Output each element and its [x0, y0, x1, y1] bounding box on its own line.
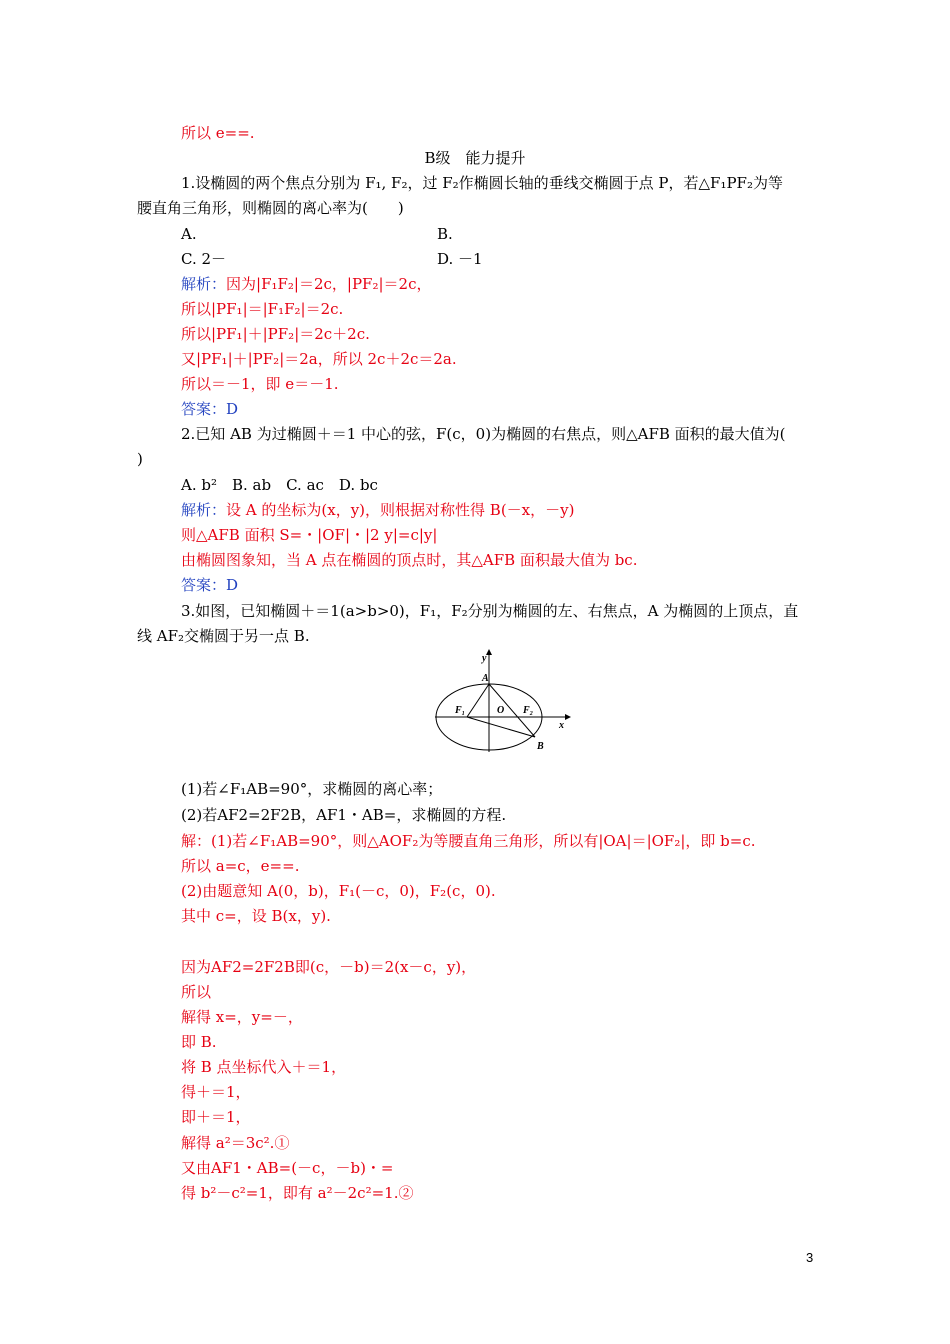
problem1-analysis-line4: 又|PF₁|＋|PF₂|＝2a，所以 2c＋2c＝2a.: [181, 350, 457, 368]
problem2-stem-line1: 2.已知 AB 为过椭圆＋＝1 中心的弦，F(c，0)为椭圆的右焦点，则△AFB 面积的最大值为(: [181, 425, 786, 443]
problem1-analysis-line1: [181, 274, 431, 294]
solution-line: 解得 x=，y=－，: [181, 1008, 303, 1026]
problem1-analysis-line3: 所以|PF₁|＋|PF₂|＝2c＋2c.: [181, 325, 370, 343]
problem3-stem-line2: 线 AF₂交椭圆于另一点 B.: [137, 627, 310, 645]
problem2-answer: 答案：D: [181, 576, 239, 594]
problem1-option-b: B.: [437, 225, 453, 243]
label-a: A: [482, 673, 489, 684]
problem1-stem-line1: 1.设椭圆的两个焦点分别为 F₁, F₂，过 F₂作椭圆长轴的垂线交椭圆于点 P，若△F₁PF₂为等: [181, 174, 783, 192]
label-y: y: [482, 653, 487, 664]
solution-line: 解：(1)若∠F₁AB=90°，则△AOF₂为等腰直角三角形，所以有|OA|＝|OF₂|，即 b=c.: [181, 832, 756, 850]
solution-line: (2)由题意知 A(0，b)，F₁(－c，0)，F₂(c，0).: [181, 882, 496, 900]
label-b: B: [537, 741, 544, 752]
page-number: 3: [806, 1250, 814, 1265]
analysis-label: 解析：: [181, 275, 227, 293]
problem1-analysis-line5: 所以＝－1，即 e＝－1.: [181, 375, 339, 393]
analysis-text: 因为|F₁F₂|＝2c，|PF₂|＝2c，: [226, 275, 432, 293]
y-axis-arrow: [486, 649, 492, 655]
problem2-analysis-line3: 由椭圆图象知，当 A 点在椭圆的顶点时，其△AFB 面积最大值为 bc.: [181, 551, 638, 569]
problem2-stem-line2: ): [137, 450, 143, 468]
problem2-analysis-line1: [181, 500, 574, 520]
solution-line: 得 b²－c²=1，即有 a²－2c²=1.②: [181, 1184, 414, 1202]
problem1-option-d: D. －1: [437, 250, 483, 268]
label-x: x: [559, 720, 564, 731]
analysis-text: 设 A 的坐标为(x，y)，则根据对称性得 B(－x，－y): [226, 501, 575, 519]
label-o: O: [497, 705, 505, 716]
segment-f1-b: [467, 717, 535, 737]
ellipse-figure: [425, 648, 575, 756]
problem3-stem-line1: 3.如图，已知椭圆＋＝1(a>b>0)，F₁，F₂分别为椭圆的左、右焦点，A 为椭圆的上顶点，直: [181, 602, 799, 620]
solution-line: 其中 c=，设 B(x，y).: [181, 907, 331, 925]
solution-line: 所以 a=c，e==.: [181, 857, 300, 875]
problem1-option-c: C. 2－: [181, 250, 227, 268]
problem2-options: A. b² B. ab C. ac D. bc: [181, 476, 378, 494]
problem3-question2: (2)若AF2=2F2B，AF1・AB=，求椭圆的方程.: [181, 806, 507, 824]
solution-line: 将 B 点坐标代入＋＝1，: [181, 1058, 347, 1076]
problem1-stem-line2: 腰直角三角形，则椭圆的离心率为( ): [137, 199, 404, 217]
solution-line: 又由AF1・AB=(－c，－b)・=: [181, 1159, 394, 1177]
solution-line: 即 B.: [181, 1033, 217, 1051]
problem2-analysis-line2: 则△AFB 面积 S=・|OF|・|2 y|=c|y|: [181, 526, 438, 544]
segment-a-f1: [467, 684, 489, 717]
solution-line: 得＋＝1，: [181, 1083, 251, 1101]
solution-line: 解得 a²＝3c².①: [181, 1134, 290, 1152]
problem1-option-a: A.: [181, 225, 197, 243]
solution-line: 即＋＝1，: [181, 1108, 251, 1126]
problem1-analysis-line2: 所以|PF₁|＝|F₁F₂|＝2c.: [181, 300, 344, 318]
x-axis-arrow: [565, 714, 571, 720]
solution-line: 因为AF2=2F2B即(c，－b)＝2(x－c，y)，: [181, 958, 477, 976]
label-f1: F₁: [455, 705, 466, 716]
solution-line: 所以: [181, 983, 212, 1001]
problem3-question1: (1)若∠F₁AB=90°，求椭圆的离心率；: [181, 780, 443, 798]
analysis-label: 解析：: [181, 501, 227, 519]
problem1-answer: 答案：D: [181, 400, 239, 418]
label-f2: F₂: [523, 705, 534, 716]
top-conclusion: 所以 e==.: [181, 124, 255, 142]
section-title: B级 能力提升: [424, 149, 526, 167]
